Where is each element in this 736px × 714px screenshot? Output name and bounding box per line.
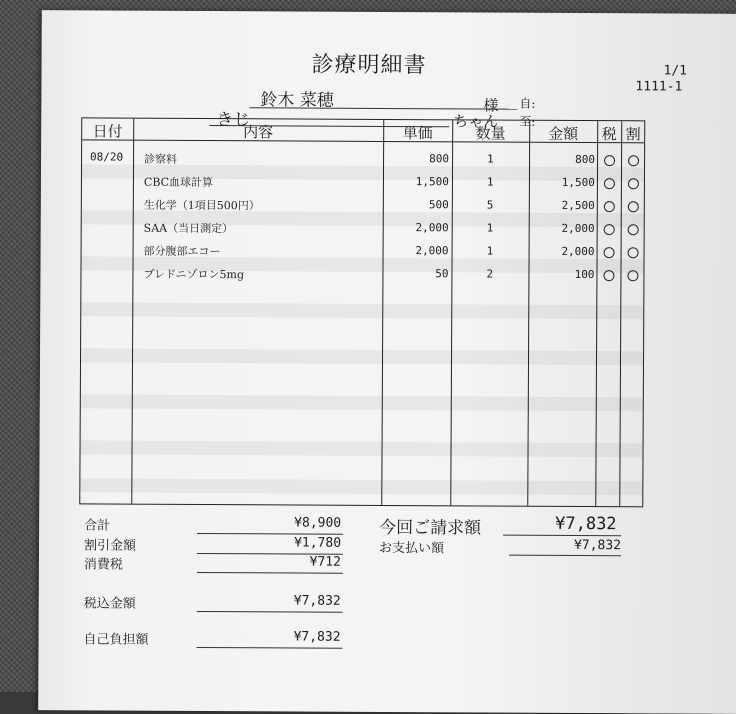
row-unit-price: 800 <box>429 152 450 166</box>
header-quantity: 数量 <box>475 124 506 143</box>
header-discount: 割 <box>625 125 641 144</box>
payment-label: お支払い額 <box>378 540 445 557</box>
row-content: CBC血球計算 <box>143 175 214 190</box>
consumption-tax-label: 消費税 <box>83 557 123 573</box>
discount-value: ¥1,780 <box>294 535 342 551</box>
discount-label: 割引金額 <box>83 538 137 554</box>
pet-suffix: ちゃん <box>453 112 499 131</box>
row-amount: 800 <box>575 152 596 167</box>
row-unit-price: 2,000 <box>415 244 449 258</box>
detail-table <box>79 117 645 507</box>
total-value: ¥8,900 <box>294 515 342 531</box>
document-title: 診療明細書 <box>311 52 427 79</box>
tax-included-label: 税込金額 <box>83 596 136 612</box>
discount-mark <box>627 270 638 281</box>
discount-mark <box>628 224 639 235</box>
row-amount: 100 <box>574 267 595 282</box>
payment-value: ¥7,832 <box>574 537 622 554</box>
row-quantity: 1 <box>487 152 494 166</box>
page-number: 1/1 <box>663 63 688 79</box>
row-unit-price: 2,000 <box>415 221 449 235</box>
discount-mark <box>628 201 639 212</box>
row-unit-price: 500 <box>428 198 449 212</box>
consumption-tax-value: ¥712 <box>309 554 341 570</box>
tax-included-value: ¥7,832 <box>293 593 341 609</box>
row-content: 部分腹部エコー <box>143 244 221 259</box>
row-quantity: 1 <box>486 175 494 189</box>
from-label: 自: <box>519 96 536 111</box>
row-unit-price: 50 <box>435 267 449 281</box>
row-quantity: 2 <box>486 267 494 281</box>
row-content: SAA（当日測定） <box>143 221 234 236</box>
row-content: 診察料 <box>144 152 178 166</box>
row-date: 08/20 <box>90 150 124 164</box>
tax-mark <box>604 247 615 258</box>
self-pay-value: ¥7,832 <box>293 629 341 645</box>
billing-label: 今回ご請求額 <box>379 517 482 539</box>
tax-mark <box>604 155 615 166</box>
tax-mark <box>604 224 615 235</box>
billing-value: ¥7,832 <box>555 513 617 535</box>
self-pay-label: 自己負担額 <box>83 632 149 648</box>
row-amount: 2,500 <box>561 198 595 213</box>
to-label: 至: <box>519 114 536 129</box>
pet-name: きじ <box>216 110 251 131</box>
header-amount: 金額 <box>548 124 579 143</box>
discount-mark <box>628 178 639 189</box>
document-number: 1111-1 <box>635 79 683 95</box>
discount-mark <box>628 247 639 258</box>
row-amount: 2,000 <box>561 221 595 236</box>
owner-suffix: 様 <box>483 96 499 115</box>
row-quantity: 5 <box>486 198 494 212</box>
header-unit-price: 単価 <box>402 124 433 143</box>
row-quantity: 1 <box>486 221 494 235</box>
owner-name: 鈴木 菜穂 <box>260 90 334 111</box>
header-date: 日付 <box>92 122 123 141</box>
row-amount: 2,000 <box>561 244 595 259</box>
tax-mark <box>604 178 615 189</box>
header-tax: 税 <box>601 125 617 144</box>
statement-paper <box>38 10 736 714</box>
row-quantity: 1 <box>486 244 494 258</box>
tax-mark <box>604 201 615 212</box>
tax-mark <box>603 270 614 281</box>
row-amount: 1,500 <box>561 175 595 190</box>
row-content: 生化学（1項目500円） <box>143 198 260 213</box>
total-label: 合計 <box>84 518 111 534</box>
discount-mark <box>628 155 639 166</box>
header-content: 内容 <box>243 123 274 142</box>
row-content: プレドニゾロン5mg <box>143 267 245 282</box>
row-unit-price: 1,500 <box>415 175 449 189</box>
